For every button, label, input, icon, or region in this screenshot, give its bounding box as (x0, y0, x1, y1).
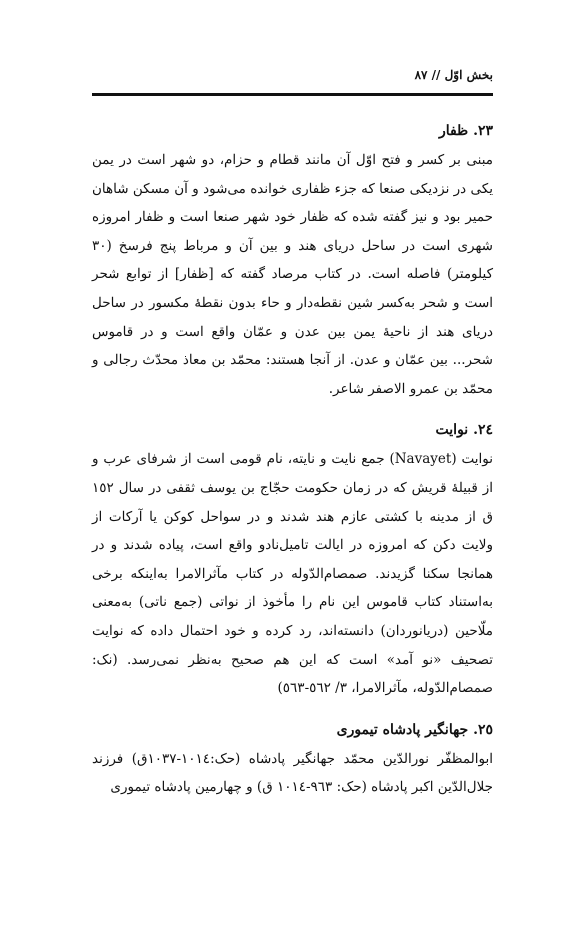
section-jahangir (92, 715, 493, 802)
section-heading: ٢٤. نوایت (435, 422, 493, 439)
page-content (92, 116, 493, 814)
section-heading: ٢٥. جهانگیر پادشاه تیموری (336, 721, 493, 738)
header-rule (92, 93, 493, 96)
section-body: مبنی بر کسر و فتح اوّل آن مانند قطام و حزام، دو شهر است در یمن یکی در نزدیکی صنعا که جزء ظفاری خوانده می‌شود و آن مسکن شاهان حمیر بود و نیز گفته شده که ظفار خود شهر صنعا است و ظفار امروزه شهری است در ساحل دریای هند و بین آن و مرباط پنج فرسخ (٣٠ کیلومتر) فاصله است. در کتاب مرصاد گفته که [ظفار] از توابع شحر است و شحر به‌کسر شین نقطه‌دار و حاء بدون نقطهٔ مکسور در ساحل دریای هند از ناحیهٔ یمن بین عدن و عمّان واقع است و در قاموس شحر... بین عمّان و عدن. از آنجا هستند: محمّد بن معاذ محدّث رجالی و محمّد بن عمرو الاصفر شاعر. (92, 152, 493, 397)
section-body: ابوالمظفّر نورالدّین محمّد جهانگیر پادشاه (حک:١٠١٤-١٠٣٧ق) فرزند جلال‌الدّین اکبر پادشاه (حک: ٩٦٣-١٠١٤ ق) و چهارمین پادشاه تیموری (92, 750, 493, 796)
section-heading: ٢٣. ظفار (438, 123, 493, 139)
section-navayet (92, 415, 493, 702)
running-header: بخش اوّل // ٨٧ (414, 68, 493, 82)
section-body: نوایت (Navayet) جمع نایت و نایته، نام قومی است از شرفای عرب و از قبیلهٔ قریش که در زمان حکومت حجّاج بن یوسف ثقفی در سال ١٥٢ ق از مدینه با کشتی عازم هند شدند و در سواحل کوکن یا آرکات از ولایت دکن که امروزه در ایالت تامیل‌نادو واقع است، پیاده شدند و در همانجا سکنا گزیدند. صمصام‌الدّوله در کتاب مآثرالامرا به‌اینکه برخی به‌استناد کتاب قاموس این نام را مأخوذ از نواتی (جمع ناتی) به‌معنی ملّاحین (دریانوردان) دانسته‌اند، رد کرده و خود احتمال داده که نوایت تصحیف «نو آمد» است که این هم صحیح به‌نظر نمی‌رسد. (نک: صمصام‌الدّوله، مآثرالامرا، ٣/ ٥٦٢-٥٦٣) (92, 451, 493, 697)
section-zafar (92, 116, 493, 403)
